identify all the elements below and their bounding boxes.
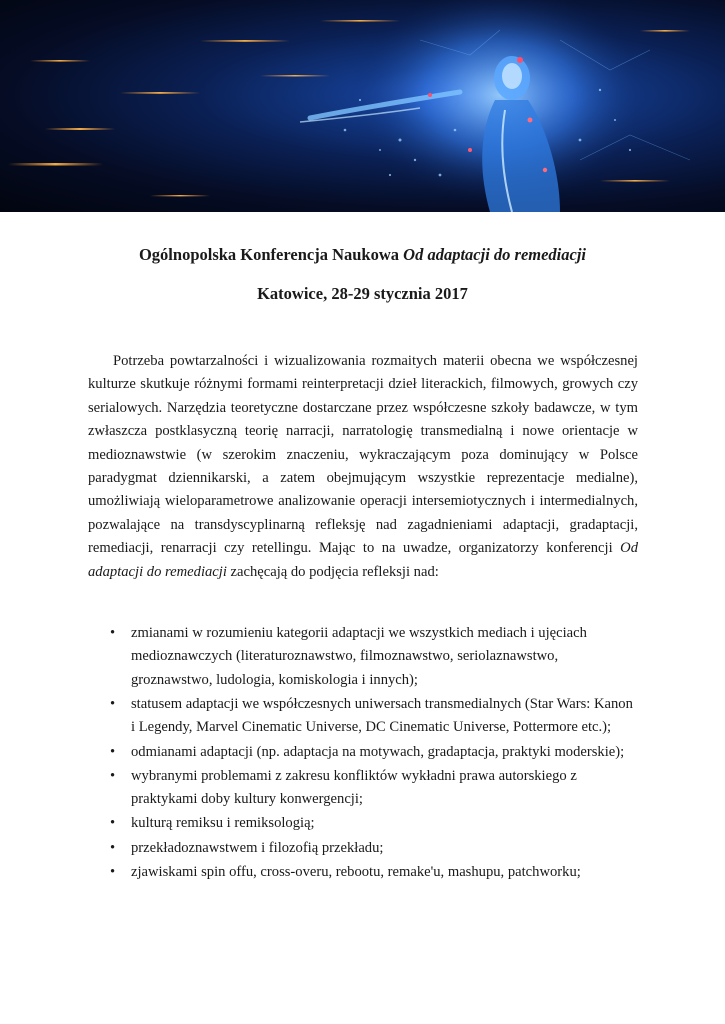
intro-paragraph [88,350,638,584]
conference-location-date: Katowice, 28-29 stycznia 2017 [257,284,468,303]
bullet-icon: • [110,767,116,784]
list-item [88,622,638,692]
list-item-text: zmianami w rozumieniu kategorii adaptacji we wszystkich mediach i ujęciach medioznawczych (literaturoznawstwo, filmoznawstwo, seriolaznawstwo, groznawstwo, ludologia, komiskologia i innych); [131,625,587,688]
conference-title [0,245,725,265]
bullet-icon: • [110,863,116,880]
list-item [88,741,638,764]
bullet-icon: • [110,625,116,641]
list-item [88,693,638,740]
bullet-icon: • [110,743,116,760]
topics-list [88,622,638,885]
list-item-text: odmianami adaptacji (np. adaptacja na motywach, gradaptacja, praktyki moderskie); [131,743,625,760]
bullet-icon: • [110,815,116,832]
list-item-text: statusem adaptacji we współczesnych uniwersach transmedialnych (Star Wars: Kanon i Legendy, Marvel Cinematic Universe, DC Cinematic Universe, Pottermore etc.); [131,696,633,736]
bullet-icon: • [110,839,116,856]
list-item [88,812,638,835]
list-item-text: kulturą remiksu i remiksologią; [131,815,315,832]
list-item-text: przekładoznawstwem i filozofią przekładu; [131,839,384,856]
intro-text-end: zachęcają do podjęcia refleksji nad: [230,563,439,580]
intro-italic-title: Od adaptacji do remediacji [88,540,638,580]
list-item [88,837,638,860]
list-item-text: zjawiskami spin offu, cross-overu, rebootu, remake'u, mashupu, patchworku; [131,863,581,880]
bullet-icon: • [110,696,116,713]
list-item [88,765,638,812]
digital-figure-illustration [0,0,725,212]
list-item-text: wybranymi problemami z zakresu konfliktów wykładni prawa autorskiego z praktykami doby kultury konwergencji; [131,767,577,808]
conference-title-prefix: Ogólnopolska Konferencja Naukowa [138,245,400,264]
list-item [88,861,638,884]
conference-title-italic: Od adaptacji do remediacji [403,245,587,264]
intro-text: Potrzeba powtarzalności i wizualizowania rozmaitych materii obecna we współczesnej kulturze skutkuje różnymi formami reinterpretacji dzieł literackich, filmowych, growych czy serialowych. Narzędzia teoretyczne dostarczane przez współczesne szkoły badawcze, w tym zwłaszcza postklasyczną teorię narracji, narratologię transmedialną i nowe orientacje w medioznawstwie (w szerokim znaczeniu, wykraczającym poza dominujący w Polsce paradygmat dziennikarski, a zatem obejmującym wszystkie reprezentacje medialne), umożliwiają wieloparametrowe analizowanie operacji intersemiotycznych i intermedialnych, pozwalające na transdyscyplinarną refleksję nad zagadnieniami adaptacji, gradaptacji, remediacji, renarracji czy retellingu. Mając to na uwadze, organizatorzy konferencji [88,353,638,557]
header-banner-image [0,0,725,212]
